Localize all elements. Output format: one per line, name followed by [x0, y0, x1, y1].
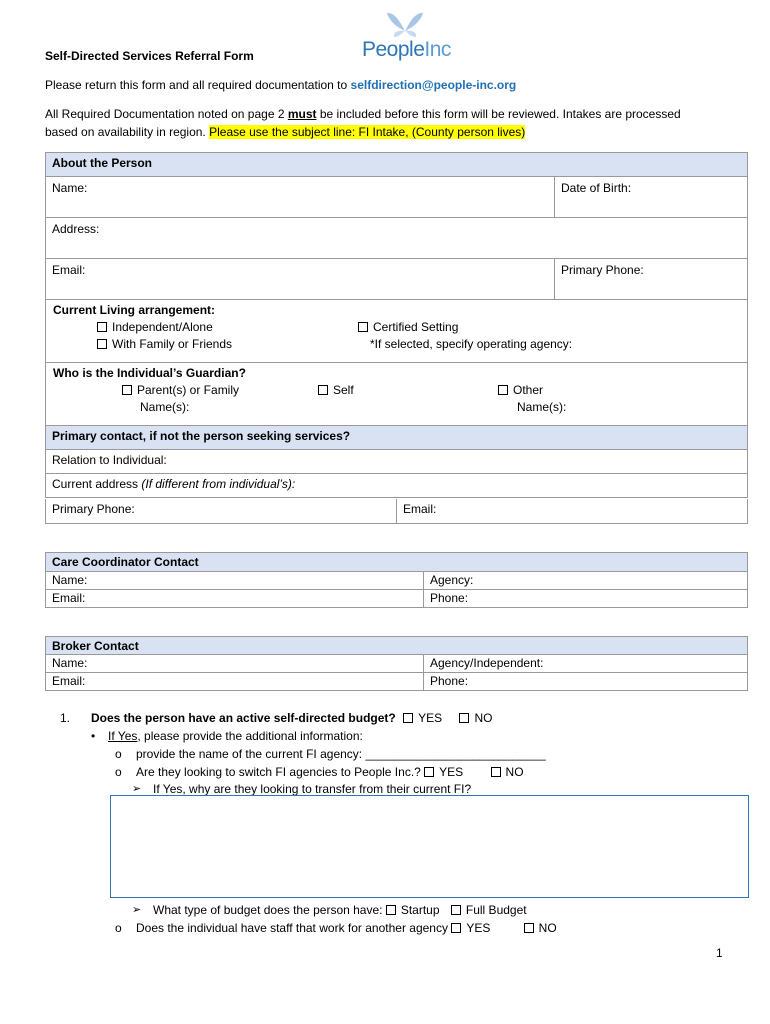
sub-bullet: o	[115, 765, 122, 779]
name-field[interactable]: Name:	[46, 177, 555, 218]
sub-bullet: o	[115, 747, 122, 761]
requirements-line-2	[45, 125, 525, 139]
care-coordinator-table	[45, 552, 748, 608]
about-person-header: About the Person	[46, 153, 748, 177]
checkbox[interactable]	[491, 767, 501, 777]
form-title: Self-Directed Services Referral Form	[45, 49, 254, 63]
email-link[interactable]: selfdirection@people-inc.org	[350, 78, 517, 92]
checkbox[interactable]	[386, 905, 396, 915]
broker-header: Broker Contact	[46, 637, 748, 655]
primary-phone-field[interactable]: Primary Phone:	[555, 259, 748, 300]
req-text-2: be included before this form will be reviewed. Intakes are processed	[316, 107, 681, 121]
why-transfer-label: If Yes, why are they looking to transfer from their current FI?	[153, 782, 472, 796]
staff-no-option[interactable]	[524, 921, 557, 935]
checkbox[interactable]	[97, 339, 107, 349]
question-1	[91, 711, 492, 725]
broker-table	[45, 636, 748, 691]
checkbox[interactable]	[122, 385, 132, 395]
living-option-family[interactable]	[97, 337, 232, 351]
transfer-reason-textbox[interactable]	[110, 795, 749, 898]
page-number: 1	[716, 946, 723, 960]
switch-yes-option[interactable]	[424, 765, 463, 779]
guardian-title: Who is the Individual’s Guardian?	[53, 366, 246, 380]
guardian-other-names[interactable]: Name(s):	[517, 400, 567, 414]
checkbox[interactable]	[358, 322, 368, 332]
living-option-label: Certified Setting	[373, 320, 459, 334]
yes-label: YES	[466, 921, 491, 935]
staff-question	[136, 921, 557, 935]
if-yes-label: If Yes	[108, 729, 138, 743]
return-text: Please return this form and all required documentation to	[45, 78, 351, 92]
checkbox[interactable]	[424, 767, 434, 777]
must-word: must	[287, 107, 317, 121]
logo	[362, 10, 451, 62]
contact-phone-field[interactable]: Primary Phone:	[46, 499, 397, 523]
email-field[interactable]: Email:	[46, 259, 555, 300]
arrow-bullet-icon: ➢	[132, 782, 142, 795]
guardian-option-self[interactable]	[318, 383, 354, 397]
switch-fi-text: Are they looking to switch FI agencies to People Inc.?	[136, 765, 421, 779]
guardian-section	[46, 363, 748, 426]
care-name-field[interactable]: Name:	[46, 572, 424, 590]
guardian-option-label: Parent(s) or Family	[137, 383, 240, 397]
req-text-3: based on availability in region.	[45, 125, 210, 139]
current-address-field[interactable]	[46, 474, 748, 498]
living-option-independent[interactable]	[97, 320, 213, 334]
no-label: NO	[538, 921, 557, 935]
subject-line-highlight: Please use the subject line: FI Intake, (County person lives)	[209, 125, 526, 139]
staff-yes-option[interactable]	[451, 921, 490, 935]
living-option-label: With Family or Friends	[112, 337, 233, 351]
primary-contact-header: Primary contact, if not the person seeking services?	[46, 426, 748, 450]
guardian-family-names[interactable]: Name(s):	[140, 400, 190, 414]
budget-type-question	[153, 903, 527, 917]
arrow-bullet-icon: ➢	[132, 903, 142, 916]
current-fi-agency-field[interactable]: provide the name of the current FI agency: ___________________________	[136, 747, 546, 761]
full-budget-label: Full Budget	[465, 903, 527, 917]
care-email-field[interactable]: Email:	[46, 590, 424, 608]
sub-bullet: o	[115, 921, 122, 935]
logo-suffix: Inc	[424, 38, 451, 61]
guardian-option-other[interactable]	[498, 383, 543, 397]
contact-email-field[interactable]: Email:	[397, 499, 748, 523]
broker-phone-field[interactable]: Phone:	[424, 673, 748, 691]
checkbox[interactable]	[97, 322, 107, 332]
broker-email-field[interactable]: Email:	[46, 673, 424, 691]
living-arrangement-section	[46, 300, 748, 363]
checkbox[interactable]	[451, 905, 461, 915]
if-yes-line	[108, 729, 363, 743]
q1-no-option[interactable]	[459, 711, 492, 725]
care-phone-field[interactable]: Phone:	[424, 590, 748, 608]
bullet: •	[91, 729, 96, 743]
requirements-line-1	[45, 107, 681, 121]
q1-yes-option[interactable]	[403, 711, 442, 725]
logo-main: People	[362, 38, 425, 61]
checkbox[interactable]	[498, 385, 508, 395]
checkbox[interactable]	[459, 713, 469, 723]
no-label: NO	[505, 765, 524, 779]
guardian-option-label: Self	[333, 383, 354, 397]
staff-text: Does the individual have staff that work for another agency	[136, 921, 448, 935]
butterfly-icon	[386, 10, 424, 38]
broker-agency-field[interactable]: Agency/Independent:	[424, 655, 748, 673]
checkbox[interactable]	[318, 385, 328, 395]
guardian-option-family[interactable]	[122, 383, 239, 397]
broker-name-field[interactable]: Name:	[46, 655, 424, 673]
care-agency-field[interactable]: Agency:	[424, 572, 748, 590]
guardian-option-label: Other	[513, 383, 544, 397]
full-budget-option[interactable]	[451, 903, 527, 917]
checkbox[interactable]	[451, 923, 461, 933]
current-address-label: Current address	[52, 477, 142, 491]
if-yes-rest: , please provide the additional information:	[137, 729, 363, 743]
current-address-note: (If different from individual’s):	[141, 477, 296, 491]
yes-label: YES	[439, 765, 464, 779]
address-field[interactable]: Address:	[46, 218, 748, 259]
budget-type-text: What type of budget does the person have:	[153, 903, 383, 917]
about-person-table	[45, 152, 748, 498]
dob-field[interactable]: Date of Birth:	[555, 177, 748, 218]
checkbox[interactable]	[403, 713, 413, 723]
checkbox[interactable]	[524, 923, 534, 933]
yes-label: YES	[418, 711, 443, 725]
primary-contact-phone-row	[45, 499, 748, 524]
living-agency-note: *If selected, specify operating agency:	[370, 337, 573, 351]
living-option-certified[interactable]	[358, 320, 458, 334]
switch-no-option[interactable]	[491, 765, 524, 779]
relation-field[interactable]: Relation to Individual:	[46, 450, 748, 474]
startup-option[interactable]	[386, 903, 440, 917]
question-1-text: Does the person have an active self-directed budget?	[91, 711, 396, 725]
return-instructions	[45, 78, 516, 92]
living-arrangement-title: Current Living arrangement:	[53, 303, 216, 317]
startup-label: Startup	[400, 903, 440, 917]
no-label: NO	[474, 711, 493, 725]
living-option-label: Independent/Alone	[112, 320, 213, 334]
switch-fi-question	[136, 765, 524, 779]
question-1-number: 1.	[60, 711, 71, 725]
care-coordinator-header: Care Coordinator Contact	[46, 553, 748, 572]
req-text-1: All Required Documentation noted on page 2	[45, 107, 288, 121]
